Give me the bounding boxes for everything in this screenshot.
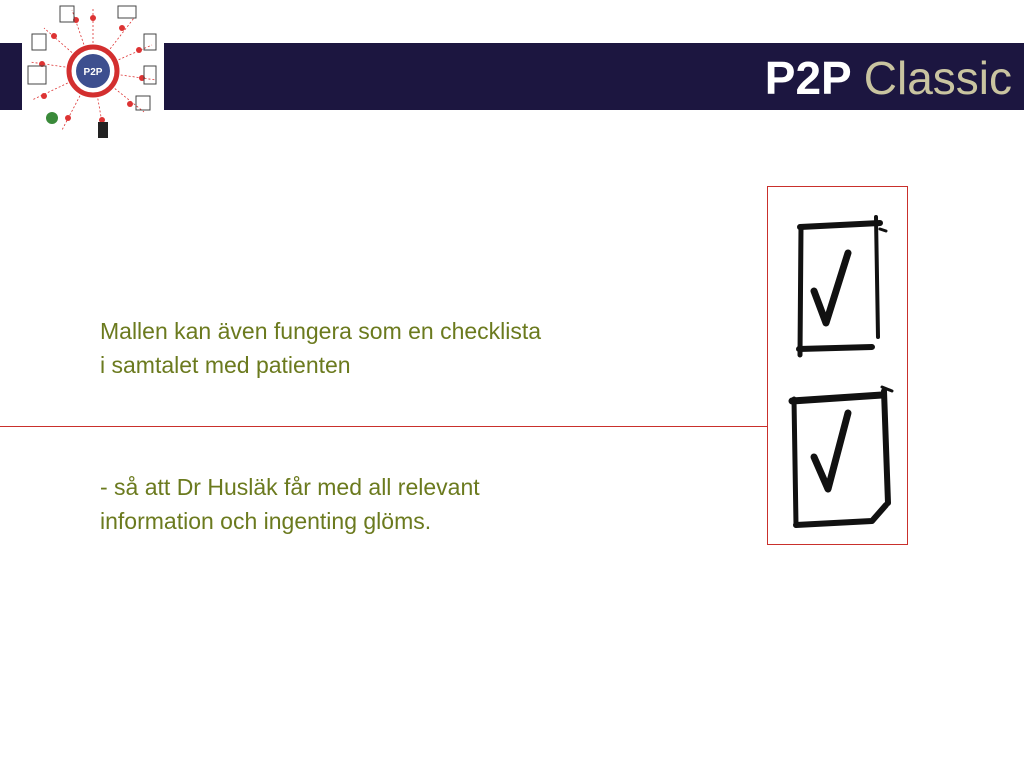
p2p-logo	[22, 0, 164, 142]
p2p-logo-graphic	[22, 0, 164, 142]
paragraph-1-line-2: i samtalet med patienten	[100, 352, 351, 378]
brand-secondary: Classic	[863, 52, 1012, 104]
checklist-image	[767, 186, 908, 545]
checked-box-icon	[768, 187, 907, 544]
paragraph-2-line-1: - så att Dr Husläk får med all relevant	[100, 474, 480, 500]
paragraph-1-line-1: Mallen kan även fungera som en checklista	[100, 318, 542, 344]
brand-title	[765, 50, 1012, 106]
brand-primary: P2P	[764, 52, 852, 104]
paragraph-purpose	[100, 470, 660, 538]
divider-line	[0, 426, 768, 427]
paragraph-2-line-2: information och ingenting glöms.	[100, 508, 432, 534]
paragraph-checklist	[100, 314, 680, 382]
logo-badge-text: P2P	[83, 67, 103, 78]
